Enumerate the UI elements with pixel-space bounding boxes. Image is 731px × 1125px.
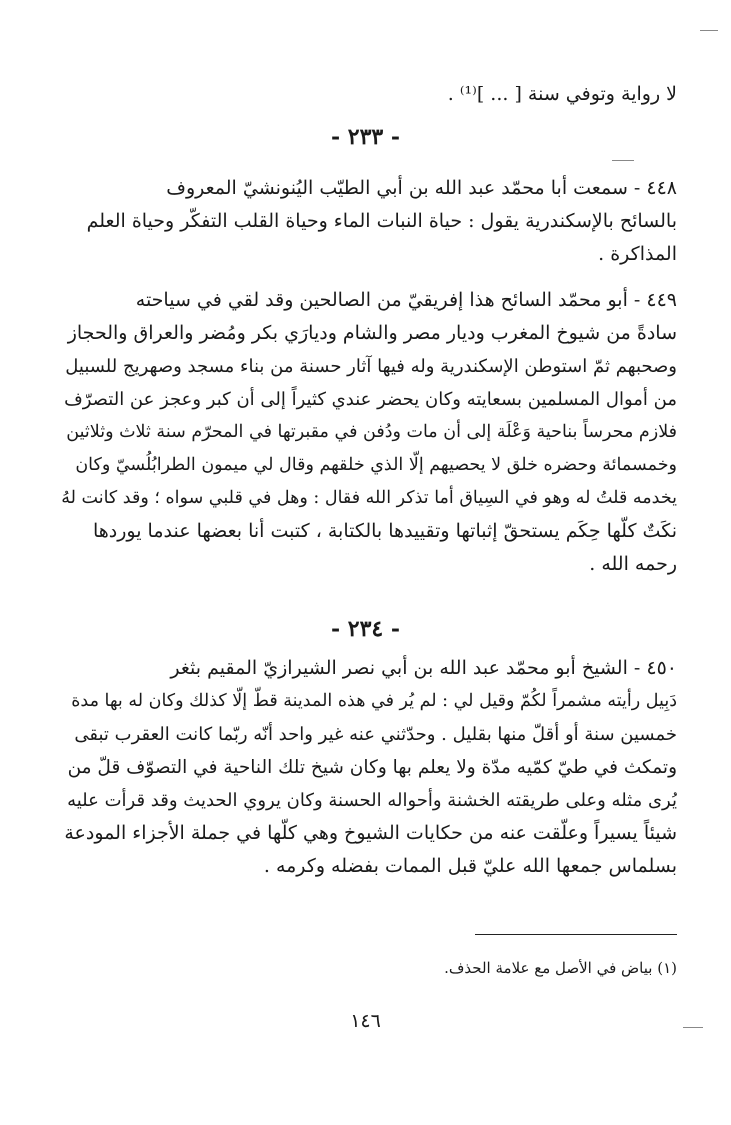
entry-450-line: دَبِيل رأيته مشمراً لكُمّ وقيل لي : لم يُر في هذه المدينة قطّ إلّا كذلك وكان له بها مدة — [71, 691, 677, 711]
entry-449-line: من أموال المسلمين بسعايته وكان يحضر عندي كثيراً إلى أن كبر وعجز عن التصرّف — [64, 389, 677, 410]
entry-449 — [60, 284, 677, 581]
page-number-233: - ٢٣٣ - — [330, 124, 401, 150]
entry-450-line: يُرى مثله وعلى طريقته الخشنة وأحواله الحسنة وكان يروي الحديث وقد قرأت عليه — [67, 790, 677, 811]
entry-448-line: ٤٤٨ - سمعت أبا محمّد عبد الله بن أبي الطيّب اليُنونشيّ المعروف — [166, 177, 677, 199]
entry-449-line: ٤٤٩ - أبو محمّد السائح هذا إفريقيّ من الصالحين وقد لقي في سياحته — [135, 289, 677, 311]
entry-448-line: المذاكرة . — [598, 243, 677, 265]
scan-mark — [612, 160, 634, 161]
folio-number: ١٤٦ — [350, 1010, 381, 1032]
page-number-234: - ٢٣٤ - — [330, 616, 401, 642]
entry-448 — [60, 172, 677, 271]
scan-mark — [700, 30, 718, 31]
entry-450-line: وتمكث في طيّ كمّيه مدّة ولا يعلم بها وكان شيخ تلك الناحية في التصوّف قلّ من — [67, 757, 677, 778]
entry-450-line: خمسين سنة أو أقلّ منها بقليل . وحدّثني عنه غير واحد أنّه ربّما كانت العقرب تبقى — [74, 724, 677, 745]
entry-450-line: بسلماس جمعها الله عليّ قبل الممات بفضله وكرمه . — [263, 855, 677, 877]
entry-450-line: شيئاً يسيراً وعلّقت عنه من حكايات الشيوخ وهي كلّها في جملة الأجزاء المودعة — [64, 822, 677, 844]
entry-449-line: وخمسمائة وحضره خلق لا يحصيهم إلّا الذي خلقهم وقال لي ميمون الطرابُلُسيّ وكان — [75, 455, 677, 475]
entry-449-line: نكَتٌ كلّها حِكَم يستحقّ إثباتها وتقييدها بالكتابة ، كتبت أنا بعضها عندما يوردها — [92, 520, 677, 542]
footnote: (١) بياض في الأصل مع علامة الحذف. — [444, 959, 677, 977]
entry-449-line: فلازم محرساً بناحية وَعْلَة إلى أن مات ودُفن في مقبرتها في المحرّم سنة ثلاث وثلاثين — [66, 422, 677, 442]
entry-448-line: بالسائح بالإسكندرية يقول : حياة النبات الماء وحياة القلب التفكّر وحياة العلم — [86, 210, 677, 232]
entry-449-line: سادةً من شيوخ المغرب وديار مصر والشام وديارَي بكر ومُضر والعراق والحجاز — [67, 322, 677, 344]
entry-449-line: وصحبهم ثمّ استوطن الإسكندرية وله فيها آثار حسنة من بناء مسجد وصهريج للسبيل — [65, 356, 677, 377]
entry-449-line: رحمه الله . — [589, 553, 677, 575]
entry-450 — [60, 652, 677, 883]
entry-449-line: يخدمه قلتُ له وهو في السِياق أما تذكر الله فقال : وهل في قلبي سواه ؛ وقد كانت لهُ — [61, 488, 677, 508]
footnote-divider — [475, 934, 677, 935]
entry-450-line: ٤٥٠ - الشيخ أبو محمّد عبد الله بن أبي نصر الشيرازيّ المقيم بثغر — [170, 657, 677, 679]
continuation-line: لا رواية وتوفي سنة [ ... ]⁽¹⁾ . — [447, 83, 677, 105]
